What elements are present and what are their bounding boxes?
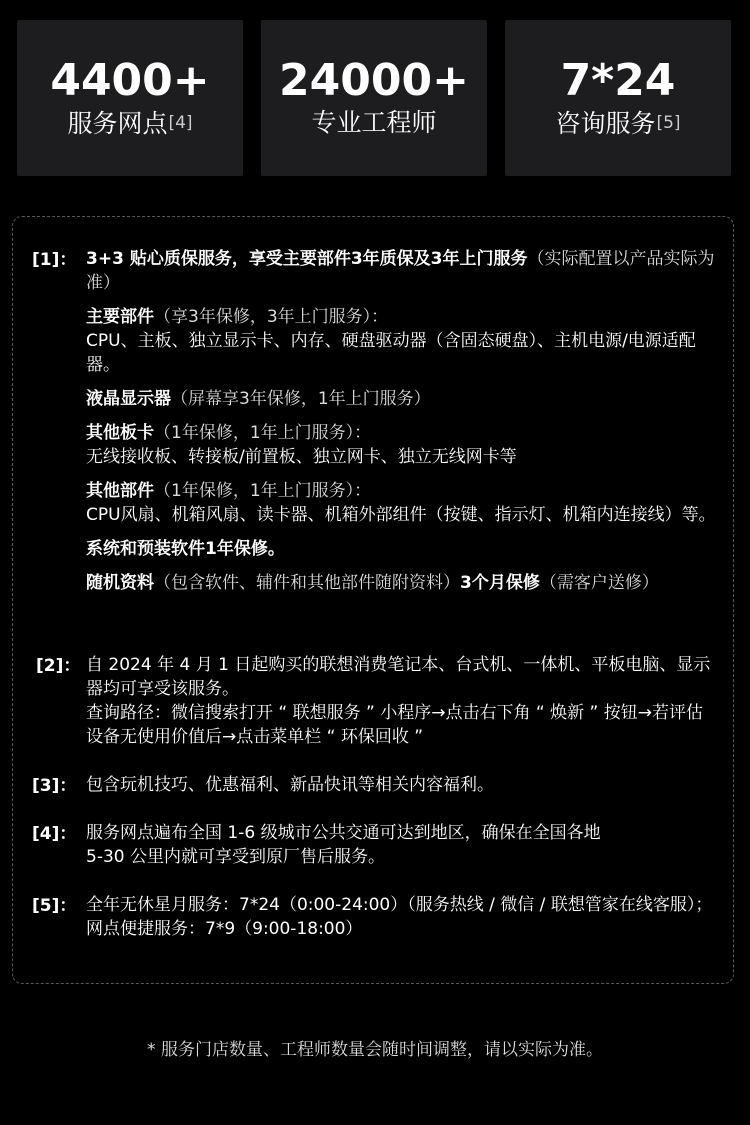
docs-warranty: 3个月保修 — [460, 573, 540, 593]
main-parts-note: （享3年保修，3年上门服务）： — [154, 307, 389, 327]
note-4-line1: 服务网点遍布全国 1-6 级城市公共交通可达到地区，确保在全国各地 — [86, 823, 601, 843]
stat-label-text: 服务网点 — [67, 108, 168, 138]
notes-panel — [12, 216, 734, 984]
note-2-line1: 自 2024 年 4 月 1 日起购买的联想消费笔记本、台式机、一体机、平板电脑、显示器均可享受该服务。 — [86, 655, 711, 699]
other-parts-title: 其他部件 — [86, 481, 154, 501]
card-title: 其他板卡 — [86, 423, 154, 443]
note-body — [86, 247, 718, 595]
stat-card-engineers — [261, 20, 487, 176]
note-marker: [3]： — [32, 776, 77, 796]
other-parts-note: （1年保修，1年上门服务）： — [154, 481, 372, 501]
note-marker: [5]： — [32, 896, 77, 916]
stat-card-consulting — [505, 20, 731, 176]
stat-value: 7*24 — [560, 54, 676, 106]
stat-label-text: 咨询服务 — [555, 108, 656, 138]
note-body — [86, 893, 718, 941]
stat-value: 24000+ — [279, 55, 469, 106]
lcd-note: （屏幕享3年保修，1年上门服务） — [171, 389, 431, 409]
note-2-line2: 查询路径：微信搜索打开 “ 联想服务 ” 小程序→点击右下角 “ 焕新 ” 按钮→若评估设备无使用价值后→点击菜单栏 “ 环保回收 ” — [86, 703, 703, 747]
software-warranty: 系统和预装软件1年保修。 — [86, 539, 285, 559]
note-4-line2: 5-30 公里内就可享受到原厂售后服务。 — [86, 847, 385, 867]
note-1-lead-note: （实际配置以产品实际为准） — [86, 249, 715, 293]
note-5-text: 全年无休星月服务：7*24（0:00-24:00）（服务热线 / 微信 / 联想管家在线客服）；网点便捷服务：7*9（9:00-18:00） — [86, 895, 713, 939]
note-marker: [1]： — [32, 250, 77, 270]
stat-ref: [5] — [656, 112, 681, 133]
note-body — [86, 773, 718, 797]
stat-label — [67, 107, 192, 140]
note-marker: [4]： — [32, 824, 77, 844]
other-parts-items: CPU风扇、机箱风扇、读卡器、机箱外部组件（按键、指示灯、机箱内连接线）等。 — [86, 505, 716, 525]
stat-value: 4400+ — [50, 54, 210, 106]
stat-label-text: 专业工程师 — [311, 108, 437, 137]
note-1-lead: 3+3 贴心质保服务，享受主要部件3年质保及3年上门服务 — [86, 249, 528, 269]
card-note: （1年保修，1年上门服务）： — [154, 423, 372, 443]
stat-label — [311, 107, 436, 139]
main-parts-items: CPU、主板、独立显示卡、内存、硬盘驱动器（含固态硬盘）、主机电源/电源适配器。 — [86, 331, 696, 375]
card-items: 无线接收板、转接板/前置板、独立网卡、独立无线网卡等 — [86, 447, 517, 467]
stat-ref: [4] — [168, 112, 193, 133]
note-3-text: 包含玩机技巧、优惠福利、新品快讯等相关内容福利。 — [86, 775, 494, 795]
note-body — [86, 653, 718, 749]
main-parts-title: 主要部件 — [86, 307, 154, 327]
docs-note: （包含软件、辅件和其他部件随附资料） — [154, 573, 460, 593]
note-marker: [2]： — [36, 656, 81, 676]
footnote: * 服务门店数量、工程师数量会随时间调整，请以实际为准。 — [147, 1040, 603, 1060]
note-body — [86, 821, 718, 869]
stats-row — [17, 20, 743, 176]
docs-tail: （需客户送修） — [539, 573, 659, 593]
docs-title: 随机资料 — [86, 573, 154, 593]
stat-label — [555, 107, 680, 140]
lcd-title: 液晶显示器 — [86, 389, 171, 409]
stat-card-service-points — [17, 20, 243, 176]
